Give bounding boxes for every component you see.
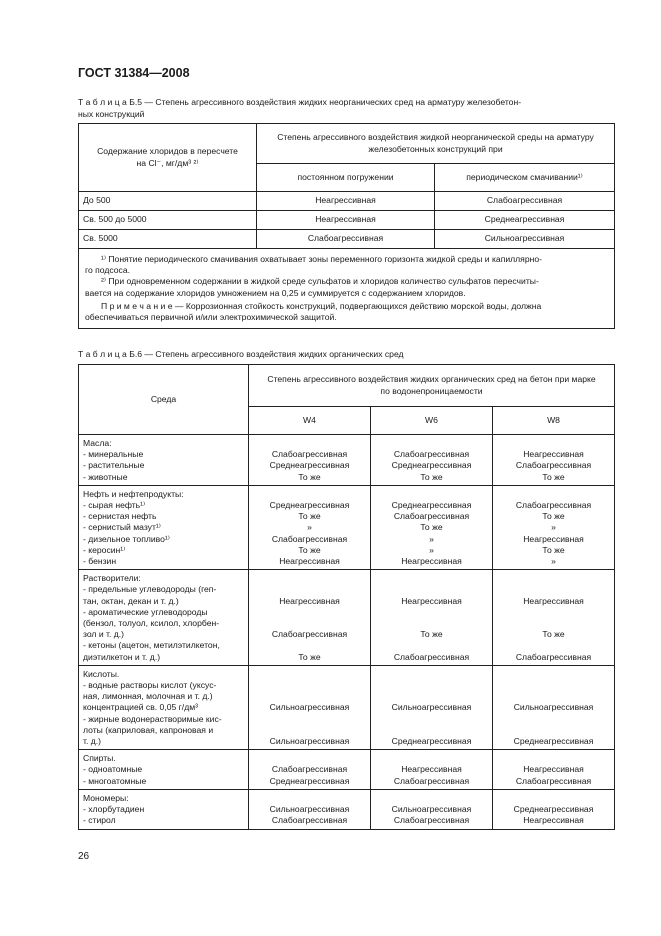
cell-line [497, 680, 610, 691]
cell-line: - сернистая нефть [83, 511, 157, 522]
cell-line: То же [542, 629, 565, 640]
cell-line: - водные растворы кислот (уксус- [83, 680, 217, 691]
cell-line: Слабоагрессивная [271, 764, 348, 775]
cell-line: концентрацией св. 0,05 г/дм³ [83, 702, 198, 713]
table-b6-caption [78, 348, 614, 360]
table-cell: Среднеагрессивная [435, 211, 615, 230]
cell-line [253, 489, 366, 500]
cell-line: То же [542, 511, 565, 522]
env-cell [79, 750, 249, 790]
cell-line: - предельные углеводороды (геп- [83, 584, 217, 595]
table-row [79, 570, 615, 666]
table-b6-caption-label: Т а б л и ц а [78, 349, 127, 359]
cell-line: - животные [83, 471, 128, 482]
cell-line [375, 584, 488, 595]
cell-line [497, 573, 610, 584]
cell-line: тан, октан, декан и т. д.) [83, 595, 179, 606]
w6-cell [371, 435, 493, 486]
table-b6-group-header: Степень агрессивного воздействия жидких органических сред на бетон при марке по водонепроницаемости [249, 365, 615, 407]
cell-line: » [551, 556, 556, 567]
w6-cell [371, 485, 493, 569]
cell-line: Неагрессивная [523, 595, 584, 606]
cell-line: Слабоагрессивная [393, 775, 470, 786]
document-header: ГОСТ 31384—2008 [78, 66, 190, 80]
cell-line [375, 607, 488, 618]
cell-line [253, 691, 366, 702]
table-b6 [78, 364, 615, 830]
w8-cell [493, 750, 615, 790]
cell-line: Слабоагрессивная [393, 815, 470, 826]
cell-line: Сильноагрессивная [269, 736, 350, 747]
table-cell: Св. 500 до 5000 [79, 211, 257, 230]
cell-line: Среднеагрессивная [513, 804, 594, 815]
cell-line: - одноатомные [83, 764, 143, 775]
cell-line [253, 725, 366, 736]
table-cell: Неагрессивная [257, 192, 435, 211]
cell-line: Среднеагрессивная [269, 460, 350, 471]
cell-line: Сильноагрессивная [391, 804, 472, 815]
table-b5-caption-label: Т а б л и ц а [78, 97, 127, 107]
table-b5-group-header: Степень агрессивного воздействия жидкой неорганической среды на арматуру железобетонных конструкций при [257, 124, 615, 164]
table-cell: Неагрессивная [257, 211, 435, 230]
cell-line [497, 607, 610, 618]
table-b5-notes [79, 249, 615, 329]
cell-line: » [429, 544, 434, 555]
cell-line: Слабоагрессивная [515, 500, 592, 511]
cell-line [253, 640, 366, 651]
cell-line: - многоатомные [83, 775, 147, 786]
footnote-1-cont: го подсоса. [85, 265, 131, 276]
cell-line: То же [298, 511, 321, 522]
cell-line: Неагрессивная [523, 764, 584, 775]
table-b6-caption-text: — Степень агрессивного воздействия жидких органических сред [142, 349, 404, 359]
table-row [79, 485, 615, 569]
env-cell [79, 485, 249, 569]
table-b5-note-cont: обеспечиваться первичной и/или электрохимической защитой. [85, 312, 337, 323]
cell-line [375, 669, 488, 680]
cell-line [253, 753, 366, 764]
cell-line [375, 793, 488, 804]
table-b5-caption-text: — Степень агрессивного воздействия жидких неорганических сред на арматуру железобетон- [142, 97, 522, 107]
cell-line: - стирол [83, 815, 116, 826]
cell-line: Слабоагрессивная [271, 449, 348, 460]
cell-line: Сильноагрессивная [269, 702, 350, 713]
cell-line: » [551, 522, 556, 533]
cell-line: То же [298, 651, 321, 662]
table-row [79, 789, 615, 829]
table-cell: Слабоагрессивная [257, 230, 435, 249]
table-row [79, 435, 615, 486]
cell-line [375, 691, 488, 702]
cell-line: диэтилкетон и т. д.) [83, 651, 161, 662]
table-b6-caption-num: Б.6 [129, 349, 142, 359]
cell-line: Слабоагрессивная [515, 460, 592, 471]
page-number: 26 [78, 851, 90, 862]
cell-line: Слабоагрессивная [393, 511, 470, 522]
cell-line: То же [420, 471, 443, 482]
cell-line: То же [298, 544, 321, 555]
table-b6-w6-header: W6 [371, 407, 493, 435]
w4-cell [249, 570, 371, 666]
cell-line: Среднеагрессивная [391, 500, 472, 511]
cell-line [497, 640, 610, 651]
cell-line: ная, лимонная, молочная и т. д.) [83, 691, 213, 702]
table-cell: Св. 5000 [79, 230, 257, 249]
table-b6-w8-header: W8 [493, 407, 615, 435]
cell-line [497, 584, 610, 595]
cell-line: - керосин¹⁾ [83, 544, 126, 555]
table-cell: Сильноагрессивная [435, 230, 615, 249]
cell-line [375, 618, 488, 629]
cell-line [375, 573, 488, 584]
cell-line: Неагрессивная [523, 533, 584, 544]
table-row [79, 192, 615, 211]
cell-line [497, 691, 610, 702]
cell-line [497, 714, 610, 725]
cell-line: Среднеагрессивная [391, 736, 472, 747]
cell-line [253, 584, 366, 595]
table-b5-caption [78, 96, 614, 120]
w8-cell [493, 435, 615, 486]
cell-line [253, 573, 366, 584]
table-b5-sub-periodic: периодическом смачивании¹⁾ [435, 164, 615, 192]
cell-line: Слабоагрессивная [515, 651, 592, 662]
cell-line [497, 669, 610, 680]
cell-line: Нефть и нефтепродукты: [83, 488, 184, 499]
cell-line: Сильноагрессивная [513, 702, 594, 713]
w6-cell [371, 789, 493, 829]
cell-line [253, 618, 366, 629]
cell-line [253, 438, 366, 449]
w4-cell [249, 435, 371, 486]
w4-cell [249, 789, 371, 829]
table-row [79, 665, 615, 749]
cell-line: Слабоагрессивная [271, 815, 348, 826]
table-cell: Слабоагрессивная [435, 192, 615, 211]
table-row [79, 230, 615, 249]
cell-line: Кислоты. [83, 668, 120, 679]
cell-line: Сильноагрессивная [391, 702, 472, 713]
env-cell [79, 435, 249, 486]
env-cell [79, 789, 249, 829]
cell-line: - растительные [83, 460, 145, 471]
cell-line: - ароматические углеводороды [83, 606, 208, 617]
cell-line [375, 725, 488, 736]
cell-line: - сернистый мазут¹⁾ [83, 522, 161, 533]
cell-line: Среднеагрессивная [269, 775, 350, 786]
cell-line: Спирты. [83, 753, 116, 764]
cell-line [497, 618, 610, 629]
cell-line: - дизельное топливо¹⁾ [83, 533, 170, 544]
cell-line [497, 489, 610, 500]
w6-cell [371, 665, 493, 749]
cell-line [253, 669, 366, 680]
cell-line: Масла: [83, 438, 112, 448]
cell-line: То же [542, 544, 565, 555]
w8-cell [493, 665, 615, 749]
cell-line: Неагрессивная [523, 815, 584, 826]
env-cell [79, 665, 249, 749]
cell-line: Неагрессивная [523, 449, 584, 460]
cell-line [375, 489, 488, 500]
cell-line: (бензол, толуол, ксилол, хлорбен- [83, 618, 220, 629]
table-b6-w4-header: W4 [249, 407, 371, 435]
cell-line: Слабоагрессивная [271, 629, 348, 640]
table-row [79, 750, 615, 790]
cell-line [375, 753, 488, 764]
cell-line: - хлорбутадиен [83, 804, 145, 815]
cell-line: Неагрессивная [401, 556, 462, 567]
cell-line: - бензин [83, 556, 117, 567]
w4-cell [249, 485, 371, 569]
cell-line: Среднеагрессивная [269, 500, 350, 511]
cell-line: - жирные водонерастворимые кис- [83, 713, 222, 724]
cell-line [375, 714, 488, 725]
w4-cell [249, 750, 371, 790]
cell-line: Слабоагрессивная [515, 775, 592, 786]
cell-line [253, 714, 366, 725]
table-b5 [78, 123, 615, 329]
w8-cell [493, 789, 615, 829]
cell-line [375, 680, 488, 691]
w6-cell [371, 570, 493, 666]
cell-line [253, 680, 366, 691]
footnote-2-cont: вается на содержание хлоридов умножением на 0,25 и суммируется с содержанием хлоридов. [85, 287, 466, 298]
table-b5-caption-num: Б.5 [129, 97, 142, 107]
footnote-1: ¹⁾ Понятие периодического смачивания охватывает зоны переменного горизонта жидкой среды и капиллярно- [101, 254, 542, 264]
cell-line: То же [420, 522, 443, 533]
env-cell [79, 570, 249, 666]
cell-line: - кетоны (ацетон, метилэтилкетон, [83, 640, 220, 651]
cell-line: Мономеры: [83, 792, 129, 803]
cell-line: Растворители: [83, 573, 141, 584]
table-b5-sub-constant: постоянном погружении [257, 164, 435, 192]
table-b6-col1-header: Среда [79, 365, 249, 435]
cell-line [497, 753, 610, 764]
cell-line: То же [298, 471, 321, 482]
footnote-2: ²⁾ При одновременном содержании в жидкой среде сульфатов и хлоридов количество сульфатов пересчиты- [101, 276, 539, 287]
w6-cell [371, 750, 493, 790]
cell-line: - сырая нефть¹⁾ [83, 500, 146, 511]
cell-line [253, 607, 366, 618]
cell-line: Неагрессивная [279, 595, 340, 606]
w8-cell [493, 485, 615, 569]
cell-line: То же [420, 629, 443, 640]
cell-line: Сильноагрессивная [269, 804, 350, 815]
cell-line: Слабоагрессивная [271, 533, 348, 544]
table-cell: До 500 [79, 192, 257, 211]
cell-line: То же [542, 471, 565, 482]
table-b5-note: П р и м е ч а н и е — Коррозионная стойкость конструкций, подвергающихся действию морской воды, должна [101, 300, 542, 311]
w4-cell [249, 665, 371, 749]
cell-line [375, 640, 488, 651]
cell-line [375, 438, 488, 449]
cell-line [497, 793, 610, 804]
cell-line: Неагрессивная [401, 595, 462, 606]
cell-line [253, 793, 366, 804]
cell-line: » [307, 522, 312, 533]
cell-line: Слабоагрессивная [393, 449, 470, 460]
cell-line [497, 725, 610, 736]
table-b5-col1-header: Содержание хлоридов в пересчете на Cl⁻, мг/дм³ ²⁾ [79, 124, 257, 192]
table-b5-caption-text-2: ных конструкций [78, 109, 145, 119]
cell-line: Слабоагрессивная [393, 651, 470, 662]
cell-line [497, 438, 610, 449]
cell-line: - минеральные [83, 449, 144, 460]
w8-cell [493, 570, 615, 666]
cell-line: т. д.) [83, 736, 102, 747]
table-row [79, 211, 615, 230]
cell-line: лоты (каприловая, капроновая и [83, 724, 214, 735]
cell-line: Среднеагрессивная [513, 736, 594, 747]
cell-line: Неагрессивная [279, 556, 340, 567]
cell-line: Неагрессивная [401, 764, 462, 775]
cell-line: » [429, 533, 434, 544]
cell-line: зол и т. д.) [83, 629, 125, 640]
cell-line: Среднеагрессивная [391, 460, 472, 471]
